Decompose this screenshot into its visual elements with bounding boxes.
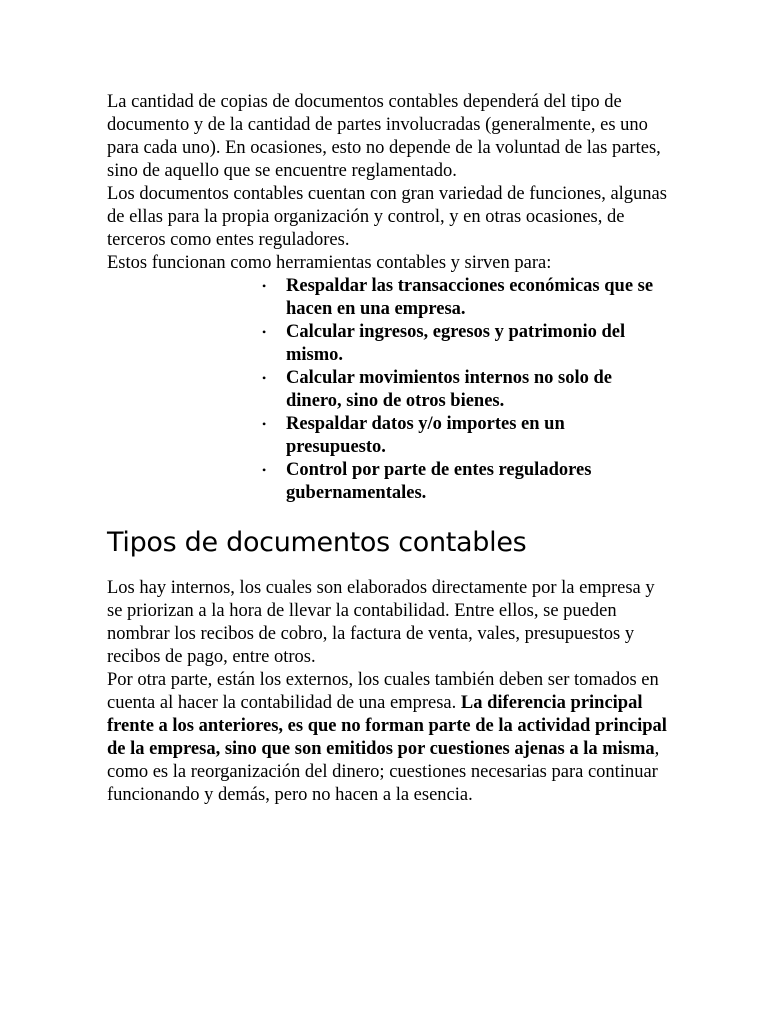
paragraph-tools-intro: Estos funcionan como herramientas contables y sirven para: [107,253,552,273]
paragraph-copies: La cantidad de copias de documentos contables dependerá del tipo de documento y de la cantidad de partes involucradas (generalmente, es uno para cada uno). En ocasiones, esto no depende de la voluntad de las partes, sino de aquello que se encuentre reglamentado. [107,92,661,181]
list-item [262,367,662,413]
paragraph-text: Por otra parte, están los externos, los cuales también deben ser tomados en cuenta al hacer la contabilidad de una empresa. [107,670,659,713]
bullet-icon: • [262,463,267,477]
section-heading: Tipos de documentos contables [107,527,527,558]
paragraph-functions: Los documentos contables cuentan con gran variedad de funciones, algunas de ellas para la propia organización y control, y en otras ocasiones, de terceros como entes reguladores. [107,184,667,250]
paragraph-text: , como es la reorganización del dinero; cuestiones necesarias para continuar funcionando y demás, pero no hacen a la esencia. [107,739,660,805]
list-item-text: Calcular movimientos internos no solo de dinero, sino de otros bienes. [286,368,612,411]
list-item-text: Calcular ingresos, egresos y patrimonio del mismo. [286,322,626,365]
list-item [262,275,662,321]
bold-text: La diferencia principal frente a los anteriores, es que no forman parte de la actividad principal de la empresa, sino que son emitidos por cuestiones ajenas a la misma [107,693,667,759]
paragraph-external-docs [107,669,667,807]
list-item-text: Control por parte de entes reguladores gubernamentales. [286,460,592,503]
bullet-icon: • [262,417,267,431]
list-item [262,413,662,459]
document-page [107,91,667,807]
purpose-list [107,275,662,505]
paragraph-internal-docs: Los hay internos, los cuales son elaborados directamente por la empresa y se priorizan a la hora de llevar la contabilidad. Entre ellos, se pueden nombrar los recibos de cobro, la factura de venta, vales, presupuestos y recibos de pago, entre otros. [107,578,655,667]
bullet-icon: • [262,279,267,293]
list-item [262,459,662,505]
list-item-text: Respaldar datos y/o importes en un presupuesto. [286,414,565,457]
list-item-text: Respaldar las transacciones económicas que se hacen en una empresa. [286,276,654,319]
bullet-icon: • [262,325,267,339]
list-item [262,321,662,367]
bullet-icon: • [262,371,267,385]
